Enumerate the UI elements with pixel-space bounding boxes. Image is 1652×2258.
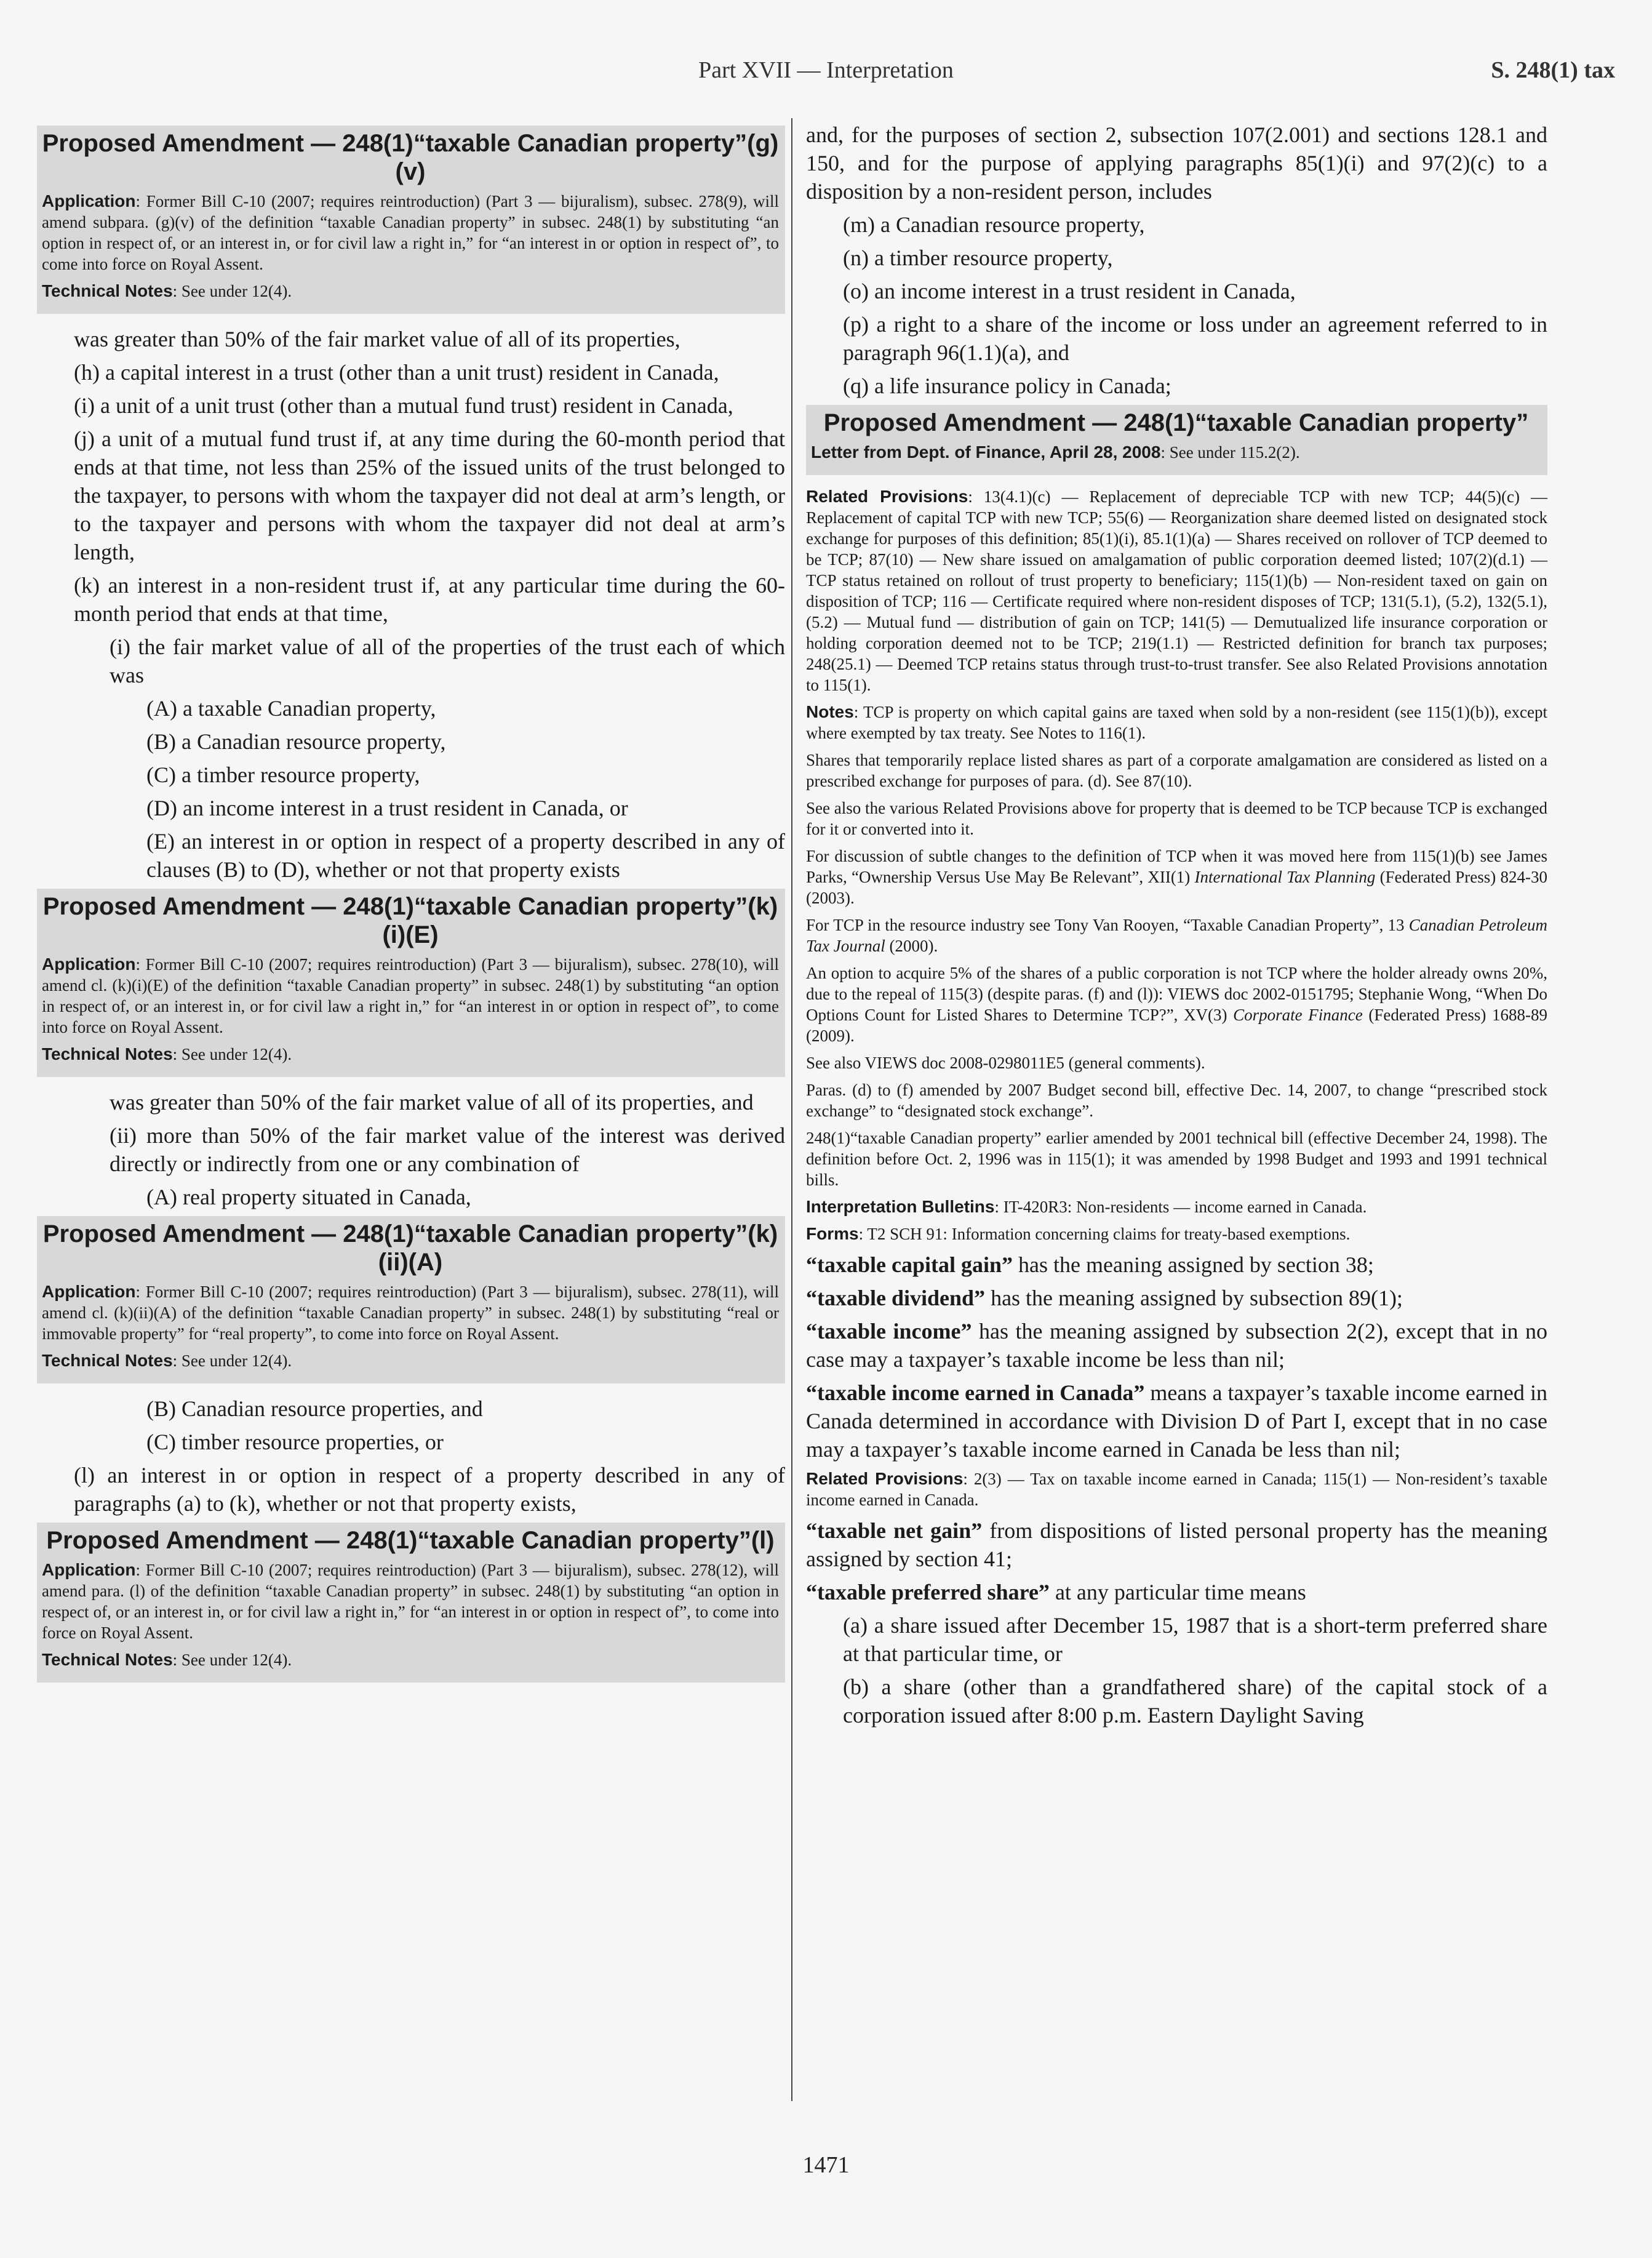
amendment-title: Proposed Amendment — 248(1)“taxable Canadian property” bbox=[823, 409, 1529, 436]
note-label: Letter from Dept. of Finance, April 28, 2008 bbox=[811, 442, 1161, 462]
technical-notes bbox=[42, 1649, 779, 1670]
note-label: Interpretation Bulletins bbox=[806, 1197, 995, 1216]
publication-title: Canadian Petroleum Tax Journal bbox=[806, 916, 1547, 955]
note-label: Application bbox=[42, 191, 136, 210]
application-note bbox=[42, 1281, 779, 1344]
note-text: : IT-420R3: Non-residents — income earned in Canada. bbox=[994, 1198, 1367, 1216]
subparagraph-k-i: (i) the fair market value of all of the properties of the trust each of which was bbox=[110, 635, 785, 687]
note-paragraph: Paras. (d) to (f) amended by 2007 Budget second bill, effective Dec. 14, 2007, to change “prescribed stock exchange” to “designated stock exchange”. bbox=[806, 1081, 1547, 1120]
note-text: : T2 SCH 91: Information concerning claims for treaty-based exemptions. bbox=[858, 1225, 1351, 1243]
note-label: Technical Notes bbox=[42, 1044, 173, 1063]
note-paragraph bbox=[806, 915, 1547, 956]
clause-D: (D) an income interest in a trust resident in Canada, or bbox=[146, 796, 628, 820]
note-paragraph bbox=[806, 846, 1547, 908]
note-text: : 13(4.1)(c) — Replacement of depreciable TCP with new TCP; 44(5)(c) — Replacement of capital TCP with new TCP; 55(6) — Reorganization share deemed listed on designated stock exchange for purposes of this definition; 85(1)(i), 85.1(1)(a) — Shares received on rollover of TCP deemed to be TCP; 87(10) — New share issued on amalgamation of public corporation deemed listed; 107(2)(d.1) — TCP status retained on rollout of trust property to beneficiary; 115(1)(b) — Non-resident taxed on gain on disposition of TCP; 116 — Certificate required where non-resident disposes of TCP; 131(5.1), (5.2), 132(5.1), (5.2) — Mutual fund — distribution of gain on TCP; 141(5) — Demutualized life insurance corporation or holding corporation deemed not to be TCP; 219(1.1) — Restricted definition for branch tax purposes; 248(25.1) — Deemed TCP retains status through trust-to-trust transfer. See also Related Provisions annotation to 115(1). bbox=[806, 487, 1547, 694]
paragraph-q: (q) a life insurance policy in Canada; bbox=[843, 374, 1171, 398]
note-text: : See under 115.2(2). bbox=[1160, 443, 1300, 462]
definition-text: at any particular time means bbox=[1049, 1580, 1306, 1604]
definition-taxable-net-gain bbox=[806, 1516, 1547, 1573]
right-column bbox=[806, 121, 1547, 1734]
paragraph-o: (o) an income interest in a trust resident in Canada, bbox=[843, 279, 1296, 303]
amendment-title: Proposed Amendment — 248(1)“taxable Canadian property”(g)(v) bbox=[42, 130, 779, 185]
proposed-amendment-box bbox=[806, 405, 1547, 475]
definition-text: has the meaning assigned by section 38; bbox=[1013, 1252, 1374, 1277]
amendment-title: Proposed Amendment — 248(1)“taxable Canadian property”(l) bbox=[46, 1527, 775, 1554]
note-label: Application bbox=[42, 1282, 136, 1301]
note-paragraph bbox=[806, 963, 1547, 1046]
defined-term: “taxable dividend” bbox=[806, 1286, 986, 1310]
application-note bbox=[42, 1559, 779, 1643]
clause-C: (C) a timber resource property, bbox=[146, 763, 420, 787]
clause-E: (E) an interest in or option in respect of a property described in any of clauses (B) to (D), whether or not that property exists bbox=[146, 829, 785, 882]
defined-term: “taxable net gain” bbox=[806, 1518, 983, 1543]
proposed-amendment-box bbox=[37, 126, 785, 314]
page-number: 1471 bbox=[802, 2152, 850, 2178]
continuation-paragraph: was greater than 50% of the fair market value of all of its properties, bbox=[74, 327, 680, 351]
related-provisions bbox=[806, 1468, 1547, 1510]
definition-taxable-income-earned-in-canada bbox=[806, 1379, 1547, 1463]
clause-B: (B) a Canadian resource property, bbox=[146, 729, 446, 754]
application-note bbox=[42, 954, 779, 1038]
definition-text: means a taxpayer’s taxable income earned in Canada determined in accordance with Division D of Part I, except that in no case may a taxpayer’s taxable income earned in Canada be less than nil; bbox=[806, 1380, 1547, 1462]
note-text: : Former Bill C-10 (2007; requires reintroduction) (Part 3 — bijuralism), subsec. 278(11), will amend cl. (k)(ii)(A) of the definition “taxable Canadian property” in subsec. 248(1) by substituting “real or immovable property” for “real property”, to come into force on Royal Assent. bbox=[42, 1283, 779, 1343]
column-divider bbox=[791, 118, 792, 2101]
note-text: (2000). bbox=[885, 937, 938, 955]
note-label: Technical Notes bbox=[42, 281, 173, 300]
left-column bbox=[37, 121, 785, 1694]
publication-title: Corporate Finance bbox=[1233, 1006, 1363, 1024]
definition-taxable-dividend bbox=[806, 1284, 1547, 1312]
amendment-title: Proposed Amendment — 248(1)“taxable Canadian property”(k)(i)(E) bbox=[42, 893, 778, 948]
note-label: Technical Notes bbox=[42, 1650, 173, 1669]
definition-text: has the meaning assigned by subsection 89(1); bbox=[985, 1286, 1403, 1310]
interpretation-bulletins bbox=[806, 1196, 1547, 1217]
continuation-paragraph: and, for the purposes of section 2, subsection 107(2.001) and sections 128.1 and 150, and for the purpose of applying paragraphs 85(1)(i) and 97(2)(c) to a disposition by a non-resident person, includes bbox=[806, 122, 1547, 204]
technical-notes bbox=[42, 281, 779, 302]
note-text: : 2(3) — Tax on taxable income earned in Canada; 115(1) — Non-resident’s taxable income earned in Canada. bbox=[806, 1470, 1547, 1509]
continuation-paragraph: was greater than 50% of the fair market value of all of its properties, and bbox=[110, 1090, 754, 1115]
paragraph-m: (m) a Canadian resource property, bbox=[843, 212, 1145, 237]
clause-B-resource: (B) Canadian resource properties, and bbox=[146, 1396, 483, 1421]
definition-taxable-income bbox=[806, 1317, 1547, 1374]
publication-title: International Tax Planning bbox=[1194, 868, 1376, 886]
note-label: Related Provisions bbox=[806, 1469, 964, 1488]
note-text: : TCP is property on which capital gains are taxed when sold by a non-resident (see 115(1)(b)), except where exempted by tax treaty. See Notes to 116(1). bbox=[806, 703, 1547, 742]
note-text: (Federated Press) 824-30 (2003). bbox=[806, 868, 1547, 907]
header-part-title: Part XVII — Interpretation bbox=[698, 57, 954, 83]
note-text: (Federated Press) 1688-89 (2009). bbox=[806, 1006, 1547, 1045]
paragraph-i: (i) a unit of a unit trust (other than a mutual fund trust) resident in Canada, bbox=[74, 393, 733, 418]
note-text: : See under 12(4). bbox=[172, 1351, 292, 1370]
note-label: Related Provisions bbox=[806, 487, 968, 506]
proposed-amendment-box bbox=[37, 1523, 785, 1683]
note-label: Application bbox=[42, 955, 136, 974]
related-provisions bbox=[806, 486, 1547, 695]
note-label: Application bbox=[42, 1560, 136, 1579]
note-text: : See under 12(4). bbox=[172, 1045, 292, 1063]
note-text: : See under 12(4). bbox=[172, 1651, 292, 1669]
clause-A-real-property: (A) real property situated in Canada, bbox=[146, 1185, 471, 1209]
defined-term: “taxable income” bbox=[806, 1319, 972, 1343]
paragraph-n: (n) a timber resource property, bbox=[843, 246, 1113, 270]
paragraph-h: (h) a capital interest in a trust (other than a unit trust) resident in Canada, bbox=[74, 360, 719, 385]
technical-notes bbox=[42, 1044, 779, 1065]
application-note bbox=[42, 191, 779, 274]
note-paragraph: See also the various Related Provisions above for property that is deemed to be TCP because TCP is exchanged for it or converted into it. bbox=[806, 799, 1547, 838]
definition-text: has the meaning assigned by subsection 2(2), except that in no case may a taxpayer’s taxable income be less than nil; bbox=[806, 1319, 1547, 1372]
running-header bbox=[37, 57, 1615, 94]
paragraph-p: (p) a right to a share of the income or loss under an agreement referred to in paragraph 96(1.1)(a), and bbox=[843, 312, 1547, 365]
note-paragraph: 248(1)“taxable Canadian property” earlier amended by 2001 technical bill (effective December 24, 1998). The definition before Oct. 2, 1996 was in 115(1); it was amended by 1998 Budget and 1993 and 1991 technical bills. bbox=[806, 1129, 1547, 1189]
forms-note bbox=[806, 1223, 1547, 1244]
clause-C-timber: (C) timber resource properties, or bbox=[146, 1430, 444, 1454]
note-text: : Former Bill C-10 (2007; requires reintroduction) (Part 3 — bijuralism), subsec. 278(9), will amend subpara. (g)(v) of the definition “taxable Canadian property” in subsec. 248(1) by substituting “an option in respect of, or an interest in, or for civil law a right in,” for “an interest in or option in respect of”, to come into force on Royal Assent. bbox=[42, 192, 779, 273]
defined-term: “taxable capital gain” bbox=[806, 1252, 1013, 1277]
amendment-title: Proposed Amendment — 248(1)“taxable Canadian property”(k)(ii)(A) bbox=[42, 1220, 778, 1276]
proposed-amendment-box bbox=[37, 889, 785, 1077]
note-paragraph: Shares that temporarily replace listed shares as part of a corporate amalgamation are considered as listed on a prescribed exchange for purposes of para. (d). See 87(10). bbox=[806, 751, 1547, 790]
note-text: For TCP in the resource industry see Tony Van Rooyen, “Taxable Canadian Property”, 13 bbox=[806, 916, 1409, 934]
note-paragraph: See also VIEWS doc 2008-0298011E5 (general comments). bbox=[806, 1054, 1205, 1072]
note-text: An option to acquire 5% of the shares of a public corporation is not TCP where the holder already owns 20%, due to the repeal of 115(3) (despite paras. (f) and (l)): VIEWS doc 2002-0151795; Stephanie Wong, “When Do Options Count for Listed Shares to Determine TCP?”, XV(3) bbox=[806, 964, 1547, 1024]
header-section-ref: S. 248(1) tax bbox=[1491, 57, 1615, 83]
defined-term: “taxable preferred share” bbox=[806, 1580, 1050, 1604]
definition-text: from dispositions of listed personal property has the meaning assigned by section 41; bbox=[806, 1518, 1547, 1571]
subparagraph-k-ii: (ii) more than 50% of the fair market value of the interest was derived directly or indirectly from one or any combination of bbox=[110, 1123, 785, 1176]
paragraph-j: (j) a unit of a mutual fund trust if, at any time during the 60-month period that ends at that time, not less than 25% of the issued units of the trust belonged to the taxpayer, to persons with whom the taxpayer did not deal at arm’s length, or to the taxpayer and persons with whom the taxpayer did not deal at arm’s length, bbox=[74, 426, 785, 564]
paragraph-k: (k) an interest in a non-resident trust if, at any particular time during the 60-month period that ends at that time, bbox=[74, 573, 785, 626]
technical-notes bbox=[42, 1350, 779, 1371]
note-text: : Former Bill C-10 (2007; requires reintroduction) (Part 3 — bijuralism), subsec. 278(10), will amend cl. (k)(i)(E) of the definition “taxable Canadian property” in subsec. 248(1) by substituting “an option in respect of, or an interest in, or for civil law a right in,” for “an interest in or option in respect of”, to come into force on Royal Assent. bbox=[42, 955, 779, 1036]
definition-taxable-preferred-share bbox=[806, 1578, 1547, 1606]
note-label: Notes bbox=[806, 702, 854, 721]
proposed-amendment-box bbox=[37, 1216, 785, 1383]
paragraph-a: (a) a share issued after December 15, 1987 that is a short-term preferred share at that particular time, or bbox=[843, 1613, 1547, 1666]
clause-A: (A) a taxable Canadian property, bbox=[146, 696, 436, 721]
note-text: : See under 12(4). bbox=[172, 282, 292, 300]
defined-term: “taxable income earned in Canada” bbox=[806, 1380, 1145, 1405]
paragraph-l: (l) an interest in or option in respect of a property described in any of paragraphs (a) to (k), whether or not that property exists, bbox=[74, 1463, 785, 1516]
note-label: Forms bbox=[806, 1224, 859, 1243]
note-label: Technical Notes bbox=[42, 1351, 173, 1370]
note-text: : Former Bill C-10 (2007; requires reintroduction) (Part 3 — bijuralism), subsec. 278(12), will amend para. (l) of the definition “taxable Canadian property” in subsec. 248(1) by substituting “an option in respect of, or an interest in, or for civil law a right in,” for “an interest in or option in respect of”, to come into force on Royal Assent. bbox=[42, 1561, 779, 1642]
notes bbox=[806, 702, 1547, 743]
definition-taxable-capital-gain bbox=[806, 1251, 1547, 1279]
finance-letter-note bbox=[811, 442, 1541, 463]
paragraph-b: (b) a share (other than a grandfathered share) of the capital stock of a corporation issued after 8:00 p.m. Eastern Daylight Saving bbox=[843, 1675, 1547, 1728]
note-text: For discussion of subtle changes to the definition of TCP when it was moved here from 115(1)(b) see James Parks, “Ownership Versus Use May Be Relevant”, XII(1) bbox=[806, 847, 1547, 886]
